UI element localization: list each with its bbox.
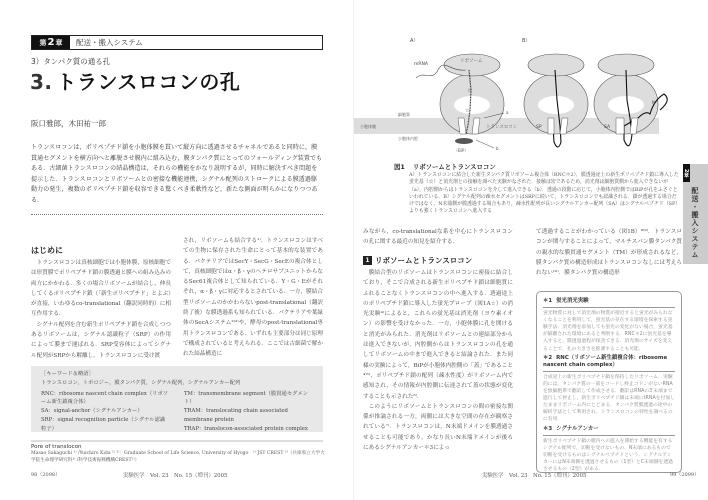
english-title: Pore of translocon [31, 444, 82, 450]
section-title: リボソームとトランスロコン [375, 256, 473, 265]
journal-footer: 実験医学 Vol. 23 No. 15（増刊）2005 [482, 473, 587, 479]
abstract: トランスロコンは，ポリペプチド鎖を小胞体膜を貫いて縦方向に透過させるチャネルであると同時に，膜貫通セグメントを横方向へと離脱させ膜内に組み込む，膜タンパク質にとってのフォールディング装置でもある．古細菌トランスロコンの結晶構造は，それらの機能をかなり説明するが，同時に解決すべき問題を提示した．トランスロコンとリボソームとの密接な機能連携，シグナル配列のストロークによる膜透過駆動力の発生，複数のポリペプチド鎖を収容できる驚くべき柔軟性など，新たな側面が明らかになりつつある． [31, 144, 323, 204]
ribosome-cavity [454, 96, 490, 114]
chapter-suffix: 章 [55, 38, 63, 47]
translocon-label: トランスロコン [486, 125, 518, 130]
chapter-number-badge [32, 36, 70, 49]
keywords-heading: ［キーワード＆略語］ [41, 371, 94, 377]
paragraph: 膜結合型のリボソームはトランスロコンに密接に結合しており，そこで合成される新生ポリペプチド鎖は細胞質にふれることなくトランスロコンの中へ進入する．透過途上のポリペプチド鎖に導入した蛍光プローブ（図1A☆）の消光実験⁴⁾によると，これらの蛍光基は消光剤（ヨウ素イオン）の影響を受けなかった．一方，小胞体膜に孔を開けると消光がみられた．消光剤はリボソームとの連結部分からは進入できないが，内腔側からはトランスロコンの孔を通してリボソームの中まで進入できると結論された．また同様の実験によって，BiPが小胞体内腔側の「蓋」であること⁴⁾⁵⁾，ポリペプチド鎖の配列（疎水性度）がリボソーム内で感知され，その情報が内腔側に伝達されて蓋の状態が変化することも示された⁶⁾． [363, 270, 513, 400]
ribosome-cavity [608, 96, 644, 114]
ribosome-small-subunit [528, 54, 584, 76]
n-terminus-label: N [652, 100, 655, 105]
figure-caption [394, 162, 679, 216]
intro-column-2 [183, 236, 323, 360]
mrna-label: mRNA [414, 62, 428, 67]
journal-footer: 実験医学 Vol. 23 No. 15（増刊）2005 [123, 473, 228, 479]
chapter-title: 配送・搬入システム [76, 38, 143, 47]
caption-title-text: リボソームとトランスロコン [412, 163, 496, 171]
caption-title [394, 162, 679, 171]
side-tab-text: 配送・搬入システム [691, 187, 699, 259]
figure-1 [354, 30, 708, 160]
sa-label: SA [604, 125, 611, 130]
ribosome-label: リボソーム [460, 59, 483, 64]
footer-rule [31, 440, 323, 442]
note-divider [543, 435, 675, 436]
caption-body: A）トランスロコンに結合した新生タンパク質リボソーム複合体（RNC＊2），膜透過途上の新生ポリペプチド鎖に導入した蛍光基（☆）と消光剤との接触を調べた実験がなされた．接触は密であるため，消光剤は細胞質側から進入できないが（a），内腔側からはトランスロコンを介して進入できる（b）．透過の段階に応じて，小胞体内腔側ではBiPが孔をふさぐといわれている．B）シグナル配列の疎水セグメントはSRPに続いて，トランスロコンでも認識される．鎖が透過する場合だけではなく，N末端側が膜透過する場合もあり，疎水性配列が長いシグナルアンカー配列（SA）はシグナルペプチド（SP）よりも強くトランスロコンへ進入する [409, 172, 679, 215]
article-title [30, 66, 240, 95]
abbr-left-col [41, 390, 170, 434]
paragraph: みながら，co-translationalな系を中心にトランスロコンの孔に関する最近の知見を紹介する． [363, 229, 513, 246]
note-heading [543, 426, 675, 433]
intro-heading: はじめに [31, 246, 63, 255]
authors: 阪口雅郎，木田祐一郎 [31, 119, 106, 128]
intro-column-1 [31, 258, 171, 361]
body-column-2 [536, 227, 682, 278]
body-column-1-top [363, 227, 513, 248]
abbr-right-col [184, 390, 313, 434]
note-heading [543, 355, 675, 369]
note-body: 蛍光物質に対して消光剤の物質が接近すると蛍光がみられなくなることを利用して，蛍光基の存在する環境を探索する実験手法．消光剤を添加しても蛍光の変化がない場合，蛍光基が隔離された環境にあると判断する．RNC＊2に蛍光基を導入すると，膜透過過程が探査できる．消光剤のサイズを変えることで，孔の大きさを推測することも可能． [543, 311, 673, 352]
chapter-banner [31, 35, 323, 50]
fluorescent-probe-icon: ☆ [467, 88, 472, 94]
note-body: 合成途上の新生ポリペプチド鎖を保持したリボソーム．実験的には，タンパク質の一部をコードし終止コドンがないRNAを無細胞系で翻訳して作成させる．翻訳はRNAの3′末端まで進行して停止し，新生ポリペプチド鎖は末端にtRNAを付加したままリボソーム内にとどまる．タンパク質膜透過の途中の解析手法として利用され，トランスロコンの特性を調べるのに有用． [543, 374, 675, 423]
chapter-number: 2 [47, 37, 55, 48]
page-number: 99（2099） [670, 472, 700, 478]
note-mark: ＊2 [543, 354, 553, 361]
notes-box [536, 291, 682, 473]
chapter-prefix: 第 [39, 38, 47, 47]
divider [31, 214, 323, 215]
arrow-b [476, 140, 494, 148]
paragraph: トランスロコンは真核細胞では小胞体膜，原核細胞では形質膜でポリペプチド鎖の膜透過と膜への組み込みの両方にかかわる．多くの場合リボソームが結合し，伸長してくるポリペプチド鎖（「新生ポリペプチド」とよぶ）が直接，いわゆるco-translational（翻訳同時的）に相互作用する． [31, 260, 171, 318]
chapter-side-tab[interactable] [683, 164, 708, 264]
note-heading [543, 298, 675, 305]
er-lumen-label: 小胞体内腔 [398, 136, 418, 141]
fluorescent-probe-icon: ☆ [465, 108, 470, 114]
right-page [354, 0, 708, 500]
bip-label: （BiP） [454, 148, 469, 153]
label-a: a [506, 110, 509, 115]
body-column-1 [363, 268, 513, 453]
article-number: 3. [30, 70, 53, 94]
note-body: 新生ポリペプチド鎖の膜内への進入を開始する機能を有するシグナル配列で，切断を受けないもの．N末端にあるもので切断を受けるものはシグナルペプチドという．シグナルアンカーにはN末端側を透過させるもの（1型）とC末端側を透過させるもの（2型）がある． [543, 438, 673, 472]
abbr-item: SRP：signal recognition particle（シグナル認識粒子） [41, 416, 166, 432]
abbr-item: RNC：ribosome nascent chain complex（リボソーム新生鎖複合体） [41, 390, 169, 406]
ribosome-small-subunit [444, 54, 500, 76]
er-membrane-label: 小胞体膜 [360, 124, 376, 129]
abbr-item: SA：signal-anchor（シグナルアンカー） [41, 408, 143, 415]
abbreviation-list [41, 390, 313, 434]
note-divider [543, 371, 675, 372]
paragraph: シグナル配列を含む新生ポリペプチド鎖を合成しつつあるリボソームは，シグナル認識粒子（SRP）の作用によって膜まで運ばれる．SRP受容体によってシグナル配列がSRPから解離し，トランスロコンに受け渡 [31, 321, 171, 359]
panel-a-label: A） [410, 38, 419, 44]
note-title: シグナルアンカー [556, 425, 599, 432]
affiliation: Masao Sakaguchi ¹⁾ /Yuichiro Kida ¹⁾ ²⁾：Graduate School of Life Science, University of Hyogo ¹⁾ JST CREST ²⁾（兵庫県立大学大学院生命理学研究科¹⁾ /科学技術振興機構CREST²⁾） [31, 451, 325, 463]
label-b: b [496, 146, 499, 151]
subsection-label: 3）タンパク質の通る孔 [31, 57, 111, 66]
side-tab-number: 2章 [683, 164, 690, 182]
note-mark: ＊1 [543, 298, 553, 304]
note-divider [543, 307, 675, 308]
keywords-box [31, 366, 323, 432]
paragraph: このようにリボソームとトランスロコンの間の密接な関係が推論される一方，両側には大きな空間の存在が観察されている⁷⁾．トランスロコンは，N末端ドメインを膜透過させることも可能であり，かなり長いN末端ドメインが後ろにあるシグナルアンカー＊3によっ [363, 403, 513, 452]
sp-label: SP [536, 125, 542, 130]
article-title-text: トランスロコンの孔 [56, 70, 241, 94]
bip-shape [455, 138, 473, 144]
ribosome-cavity [538, 96, 574, 114]
note-mark: ＊3 [543, 425, 553, 432]
caption-label: 図1 [394, 163, 405, 171]
paragraph: て透過することがわかっている（図1B）⁸⁾⁹⁾．トランスロコンが関与することによって，マルチスパン膜タンパク質の親水的な膜貫通セグメント（TM）が形成されるなど，膜タンパク質の構造形成はトランスロコンなしには考えられない¹⁰⁾．膜タンパク質の構造形 [536, 229, 682, 277]
abbr-item: TRAM：translocating chain associated membrane protein [184, 408, 288, 423]
section-heading [363, 255, 472, 266]
page-number: 98（2098） [31, 472, 61, 478]
abbr-item: TM：transmembrane segment（膜貫通セグメント） [184, 390, 308, 406]
section-number-badge: 1 [363, 256, 372, 265]
panel-b-label: B） [522, 38, 531, 44]
paragraph: され，リボソームも結合する¹⁾．トランスロコンはすべての生物に保存された生命にとって基本的な装置である．バクテリアではSecY・SecG・SecEの複合体として，真核細胞ではα・β・γのヘテロサブユニットからなるSec61複合体として知られている．Y・G・Eがそれぞれ，α・β・γに対応するとされている．一方，膜結合型リボソームのかかわらないpost-translational（翻訳終了後）な膜透過系も知られている．バクテリアや葉緑体のSecAシステム²⁾³⁾や，酵母のpost-translational専用トランスロコンである．いずれも主要部分は同じ原理で構成されていると考えられる．ここでは古細菌で解かれた結晶構造に [183, 238, 323, 358]
note-title: RNC（リボソーム新生鎖複合体：ribosome nascent chain complex） [543, 354, 668, 368]
keywords-terms: トランスロコン，トポロジー，膜タンパク質，シグナル配列，シグナルアンカー配列 [41, 379, 241, 386]
cytosol-label: 細胞質 [398, 112, 410, 117]
abbr-item: TRAP：translocon-associated protein complex [184, 425, 308, 432]
note-title: 蛍光消光実験 [556, 298, 589, 304]
